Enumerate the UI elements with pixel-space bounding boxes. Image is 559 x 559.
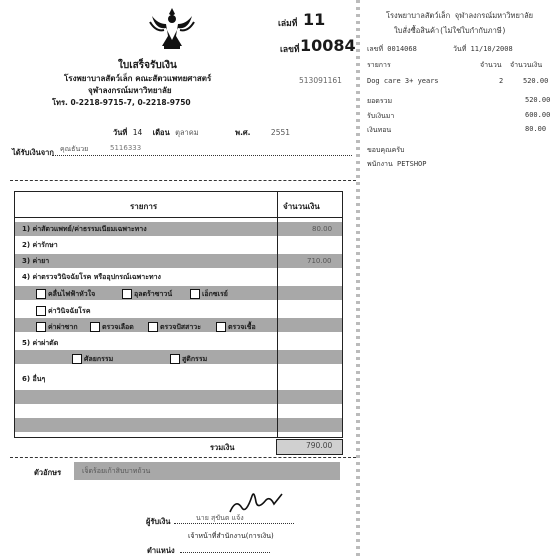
table-header-line: [15, 217, 342, 218]
org-name-line1: โรงพยาบาลสัตว์เล็ก คณะสัตวแพทยศาสตร์: [64, 74, 212, 83]
checkbox-ultrasound[interactable]: [122, 289, 132, 299]
checkbox-label-blood-test: ตรวจเลือด: [102, 323, 134, 331]
table-band: [15, 254, 342, 268]
total-amount: 790.00: [306, 441, 333, 450]
slip-header-hospital: โรงพยาบาลสัตว์เล็ก จุฬาลงกรณ์มหาวิทยาลัย: [386, 11, 534, 20]
checkbox-xray[interactable]: [190, 289, 200, 299]
checkbox-label-necropsy: ค่าผ่าซาก: [48, 323, 78, 331]
date-month-label: เดือน: [152, 128, 170, 137]
org-name-line2: จุฬาลงกรณ์มหาวิทยาลัย: [88, 86, 172, 95]
received-from-label: ได้รับเงินจาก: [12, 148, 54, 157]
checkbox-label-xray: เอ็กซเรย์: [202, 290, 228, 298]
garuda-emblem-icon: [148, 6, 196, 50]
org-phone: โทร. 0-2218-9715-7, 0-2218-9750: [52, 98, 191, 107]
receipt-number-label: เลขที่: [280, 45, 300, 55]
receipt-title: ใบเสร็จรับเงิน: [118, 60, 177, 71]
slip-cash-label: รับเงินมา: [367, 112, 395, 120]
table-row-item6: 6) อื่นๆ: [22, 375, 46, 383]
checkbox-surgery[interactable]: [72, 354, 82, 364]
total-label: รวมเงิน: [210, 443, 235, 452]
slip-column-qty: จำนวน: [480, 61, 502, 69]
slip-column-item: รายการ: [367, 61, 391, 69]
book-number-label: เล่มที่: [278, 19, 298, 29]
amount-item1: 80.00: [312, 225, 333, 233]
checkbox-label-ecg: คลื่นไฟฟ้าหัวใจ: [48, 290, 96, 298]
checkbox-label-culture: ตรวจเชื้อ: [228, 323, 256, 331]
checkbox-label-urinalysis: ตรวจปัสสาวะ: [160, 323, 201, 331]
checkbox-urinalysis[interactable]: [148, 322, 158, 332]
table-band: [15, 418, 342, 432]
payee-role: เจ้าหน้าที่สำนักงาน(การเงิน): [188, 532, 274, 540]
checkbox-label-surgery: ศัลยกรรม: [84, 355, 114, 363]
received-from-id: 5116333: [110, 144, 142, 152]
checkbox-label-obstetrics: สูติกรรม: [182, 355, 208, 363]
slip-total-label: ยอดรวม: [367, 97, 393, 105]
signature-icon: [226, 488, 286, 516]
slip-total: 520.00: [525, 96, 551, 104]
dashed-divider-bottom: [10, 457, 356, 458]
slip-column-amount: จำนวนเงิน: [510, 61, 543, 69]
checkbox-culture[interactable]: [216, 322, 226, 332]
checkbox-necropsy[interactable]: [36, 322, 46, 332]
column-header-amount: จำนวนเงิน: [283, 202, 320, 211]
table-row-item2: 2) ค่ารักษา: [22, 241, 58, 249]
slip-date: วันที่ 11/10/2008: [453, 45, 513, 53]
book-number: 11: [303, 10, 326, 29]
slip-change-label: เงินทอน: [367, 126, 392, 134]
tear-line: [356, 0, 360, 559]
table-row-item4: 4) ค่าตรวจวินิจฉัยโรค หรืออุปกรณ์เฉพาะทาง: [22, 273, 161, 281]
slip-invoice-number: เลขที่ 0014068: [367, 45, 417, 53]
received-from-line: [52, 155, 352, 156]
amount-item3: 710.00: [307, 257, 332, 265]
amount-in-words: เจ็ดร้อยเก้าสิบบาทถ้วน: [82, 467, 151, 475]
table-row-item1: 1) ค่าสัตวแพทย์/ค่าธรรมเนียมเฉพาะทาง: [22, 225, 147, 233]
slip-item-amount: 520.00: [523, 77, 549, 85]
dashed-divider-top: [10, 180, 356, 181]
checkbox-obstetrics[interactable]: [170, 354, 180, 364]
checkbox-blood-test[interactable]: [90, 322, 100, 332]
column-header-items: รายการ: [130, 202, 158, 211]
table-band: [15, 390, 342, 404]
slip-change: 80.00: [525, 125, 547, 133]
checkbox-ecg[interactable]: [36, 289, 46, 299]
date-day: 14: [132, 128, 143, 137]
table-row-item5: 5) ค่าผ่าตัด: [22, 339, 59, 347]
table-row-item3: 3) ค่ายา: [22, 257, 50, 265]
date-month: ตุลาคม: [175, 128, 199, 137]
payee-name: นาย สุขันต แจ้ง: [196, 514, 244, 522]
slip-cash: 600.00: [525, 111, 551, 119]
slip-item-qty: 2: [499, 77, 504, 85]
position-label: ตำแหน่ง: [147, 546, 175, 555]
payee-label: ผู้รับเงิน: [146, 517, 171, 526]
checkbox-label-ultrasound: อุลตร้าซาวน์: [134, 290, 173, 298]
date-year: 2551: [270, 128, 291, 137]
checkbox-diagnosis[interactable]: [36, 306, 46, 316]
position-line: [180, 552, 270, 553]
slip-thanks: ขอบคุณครับ: [367, 146, 405, 154]
slip-header-doc-type: ใบสั่งซื้อสินค้า(ไม่ใช่ใบกำกับภาษี): [394, 26, 507, 35]
slip-item-name: Dog care 3+ years: [367, 77, 439, 85]
date-day-label: วันที่: [113, 128, 128, 137]
slip-shop: พนักงาน PETSHOP: [367, 160, 427, 168]
tax-id: 513091161: [299, 76, 342, 85]
received-from-name: คุณธันวย: [60, 145, 89, 153]
date-year-label: พ.ศ.: [235, 128, 251, 137]
amount-in-words-label: ตัวอักษร: [34, 468, 62, 477]
checkbox-label-diagnosis: ค่าวินิจฉัยโรค: [48, 307, 91, 315]
receipt-number: 10084: [300, 36, 356, 55]
table-column-separator: [277, 192, 278, 437]
receipt-date-line: [113, 127, 290, 139]
